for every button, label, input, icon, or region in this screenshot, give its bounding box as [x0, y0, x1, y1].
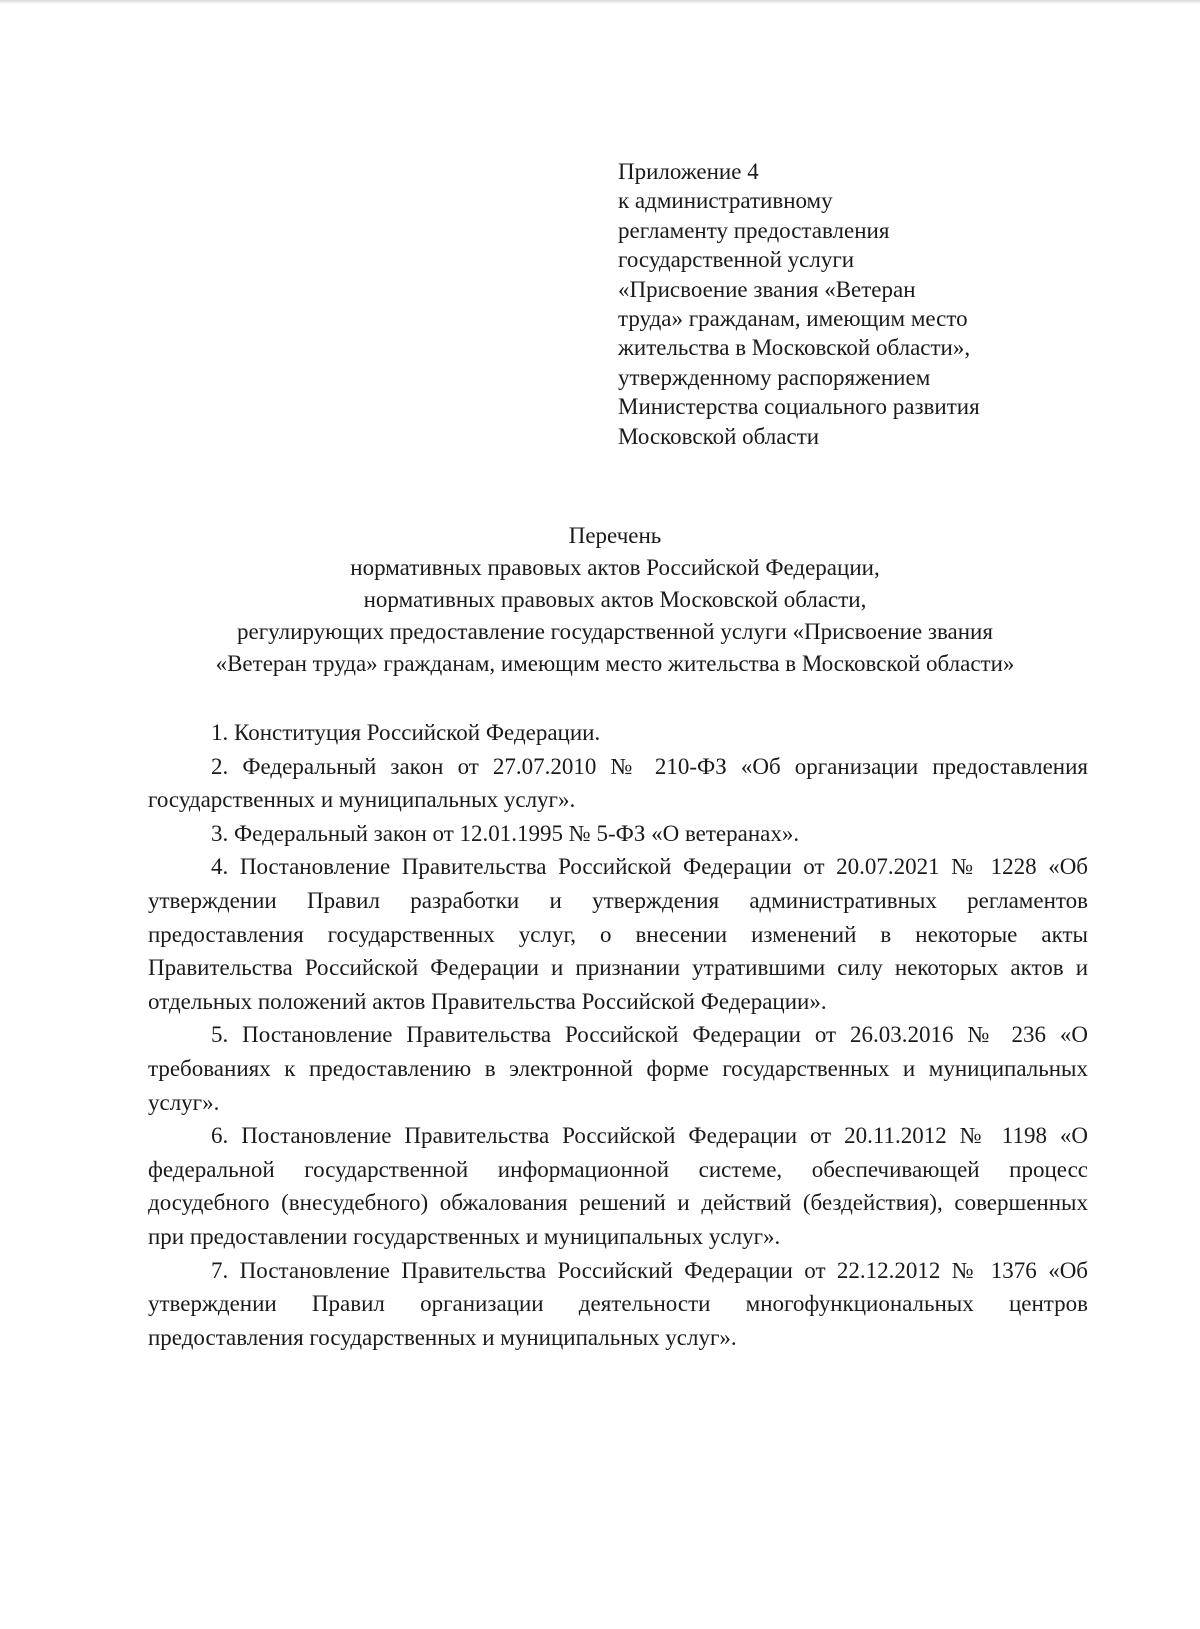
- appendix-line: Министерства социального развития: [618, 394, 980, 420]
- title-heading: Перечень: [568, 523, 662, 548]
- item-text: Постановление Правительства Российский Федерации от 22.12.2012 № 1376 «Об утверждении Правил организации деятельности многофункциональных центров предоставления государственных и муниципальных услуг».: [148, 1257, 1089, 1350]
- document-title: [140, 520, 1090, 680]
- item-text: Постановление Правительства Российской Федерации от 20.11.2012 № 1198 «О федеральной государственной информационной системе, обеспечивающей процесс досудебного (внесудебного) обжалования решений и действий (бездействия), совершенных при предоставлении государственных и муниципальных услуг».: [148, 1123, 1088, 1249]
- item-number: 5.: [211, 1022, 229, 1048]
- item-text: Федеральный закон от 12.01.1995 № 5-ФЗ «О ветеранах».: [234, 820, 800, 846]
- title-line: регулирующих предоставление государственной услуги «Присвоение звания: [237, 619, 993, 644]
- list-item: [148, 1254, 1088, 1355]
- title-line: нормативных правовых актов Московской области,: [363, 587, 867, 612]
- appendix-line: Приложение 4: [618, 159, 759, 184]
- title-line: нормативных правовых актов Российской Федерации,: [350, 555, 880, 580]
- item-number: 6.: [211, 1123, 229, 1149]
- item-text: Конституция Российской Федерации.: [234, 720, 601, 745]
- list-item: [148, 750, 1088, 817]
- appendix-line: к административному: [618, 188, 833, 214]
- list-item: [148, 1018, 1088, 1119]
- appendix-header: [618, 157, 1088, 451]
- title-line: «Ветеран труда» гражданам, имеющим место жительства в Московской области»: [215, 651, 1015, 676]
- list-item: [148, 716, 1088, 750]
- appendix-line: жительства в Московской области»,: [618, 335, 971, 361]
- list-item: [148, 850, 1088, 1018]
- legal-acts-list: [148, 716, 1088, 1354]
- item-number: 1.: [211, 720, 229, 745]
- appendix-line: труда» гражданам, имеющим место: [618, 306, 968, 332]
- appendix-line: утвержденному распоряжением: [618, 364, 931, 390]
- item-text: Федеральный закон от 27.07.2010 № 210-ФЗ «Об организации предоставления государственных и муниципальных услуг».: [148, 753, 1088, 813]
- appendix-line: государственной услуги: [618, 247, 855, 273]
- item-number: 3.: [211, 820, 229, 846]
- item-text: Постановление Правительства Российской Федерации от 26.03.2016 № 236 «О требованиях к предоставлению в электронной форме государственных и муниципальных услуг».: [148, 1022, 1088, 1115]
- item-number: 7.: [211, 1257, 229, 1283]
- appendix-line: «Присвоение звания «Ветеран: [618, 276, 916, 302]
- item-number: 2.: [211, 753, 229, 779]
- appendix-line: регламенту предоставления: [618, 217, 890, 243]
- appendix-line: Московской области: [618, 423, 820, 449]
- list-item: [148, 817, 1088, 851]
- scan-edge-shadow: [0, 0, 1200, 4]
- list-item: [148, 1119, 1088, 1253]
- item-text: Постановление Правительства Российской Федерации от 20.07.2021 № 1228 «Об утверждении Правил разработки и утверждения административных регламентов предоставления государственных услуг, о внесении изменений в некоторые акты Правительства Российской Федерации и признании утратившими силу некоторых актов и отдельных положений актов Правительства Российской Федерации».: [148, 854, 1089, 1014]
- item-number: 4.: [211, 854, 229, 880]
